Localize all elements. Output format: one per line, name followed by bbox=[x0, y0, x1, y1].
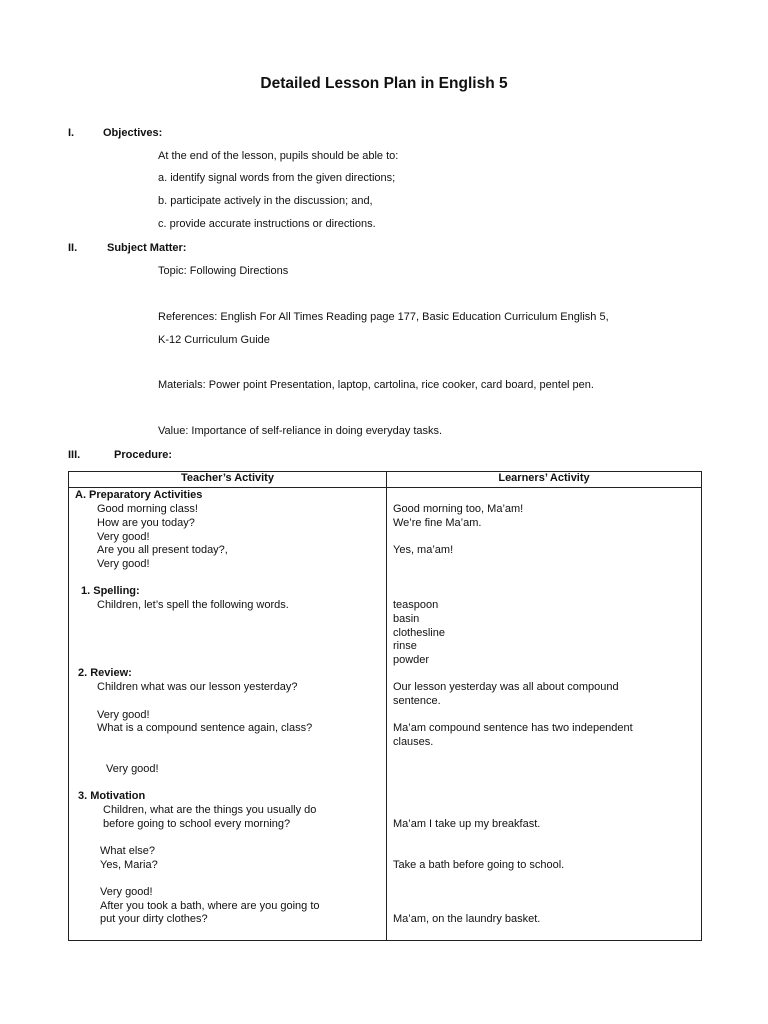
topic-line: Topic: Following Directions bbox=[158, 265, 289, 277]
objective-item: b. participate actively in the discussion; and, bbox=[158, 195, 373, 207]
learner-line: Good morning too, Ma’am! bbox=[393, 503, 524, 515]
teacher-line: How are you today? bbox=[97, 517, 195, 529]
teacher-activity-column bbox=[69, 488, 387, 941]
references-line: References: English For All Times Reading page 177, Basic Education Curriculum English 5, bbox=[158, 311, 609, 323]
learner-line: sentence. bbox=[393, 695, 441, 707]
procedure-table bbox=[68, 471, 702, 941]
learners-activity-header: Learners’ Activity bbox=[387, 472, 702, 488]
value-line: Value: Importance of self-reliance in doing everyday tasks. bbox=[158, 425, 443, 437]
teacher-line: Very good! bbox=[97, 531, 150, 543]
section-heading: 2. Review: bbox=[78, 667, 132, 679]
spelling-word: basin bbox=[393, 613, 420, 625]
page-title: Detailed Lesson Plan in English 5 bbox=[260, 75, 508, 92]
learner-line: Ma’am, on the laundry basket. bbox=[393, 913, 541, 925]
references-line-2: K-12 Curriculum Guide bbox=[158, 334, 270, 346]
learners-activity-column bbox=[387, 488, 702, 941]
teacher-line: Yes, Maria? bbox=[100, 859, 158, 871]
spelling-word: clothesline bbox=[393, 627, 445, 639]
teacher-activity-header: Teacher’s Activity bbox=[69, 472, 387, 488]
section-heading: 1. Spelling: bbox=[81, 585, 140, 597]
learner-line: clauses. bbox=[393, 736, 434, 748]
teacher-line: Are you all present today?, bbox=[97, 544, 228, 556]
objectives-intro: At the end of the lesson, pupils should be able to: bbox=[158, 150, 399, 162]
teacher-line: After you took a bath, where are you going to bbox=[100, 900, 320, 912]
objectives-numeral: I. bbox=[68, 127, 75, 139]
teacher-line: Children, let’s spell the following words. bbox=[97, 599, 289, 611]
objective-item: c. provide accurate instructions or directions. bbox=[158, 218, 376, 230]
teacher-line: Very good! bbox=[100, 886, 153, 898]
learner-line: Take a bath before going to school. bbox=[393, 859, 565, 871]
learner-line: Our lesson yesterday was all about compound bbox=[393, 681, 619, 693]
subject-matter-numeral: II. bbox=[68, 242, 78, 254]
spelling-word: powder bbox=[393, 654, 430, 666]
teacher-line: Children what was our lesson yesterday? bbox=[97, 681, 298, 693]
procedure-heading: Procedure: bbox=[114, 449, 173, 461]
teacher-line: Children, what are the things you usually do bbox=[103, 804, 317, 816]
teacher-line: Very good! bbox=[97, 709, 150, 721]
section-heading: 3. Motivation bbox=[78, 790, 146, 802]
materials-line: Materials: Power point Presentation, laptop, cartolina, rice cooker, card board, pentel pen. bbox=[158, 379, 594, 391]
objectives-heading: Objectives: bbox=[103, 127, 163, 139]
spelling-word: rinse bbox=[393, 640, 417, 652]
learner-line: Yes, ma’am! bbox=[393, 544, 454, 556]
teacher-line: before going to school every morning? bbox=[103, 818, 291, 830]
teacher-line: What is a compound sentence again, class? bbox=[97, 722, 313, 734]
procedure-numeral: III. bbox=[68, 449, 81, 461]
teacher-line: What else? bbox=[100, 845, 156, 857]
teacher-line: Very good! bbox=[97, 558, 150, 570]
teacher-line: put your dirty clothes? bbox=[100, 913, 208, 925]
objective-item: a. identify signal words from the given directions; bbox=[158, 172, 396, 184]
teacher-line: Good morning class! bbox=[97, 503, 198, 515]
teacher-line: Very good! bbox=[106, 763, 159, 775]
learner-line: We’re fine Ma’am. bbox=[393, 517, 482, 529]
spelling-word: teaspoon bbox=[393, 599, 439, 611]
learner-line: Ma’am compound sentence has two independent bbox=[393, 722, 633, 734]
learner-line: Ma’am I take up my breakfast. bbox=[393, 818, 541, 830]
subject-matter-heading: Subject Matter: bbox=[107, 242, 187, 254]
section-heading: A. Preparatory Activities bbox=[75, 489, 203, 501]
